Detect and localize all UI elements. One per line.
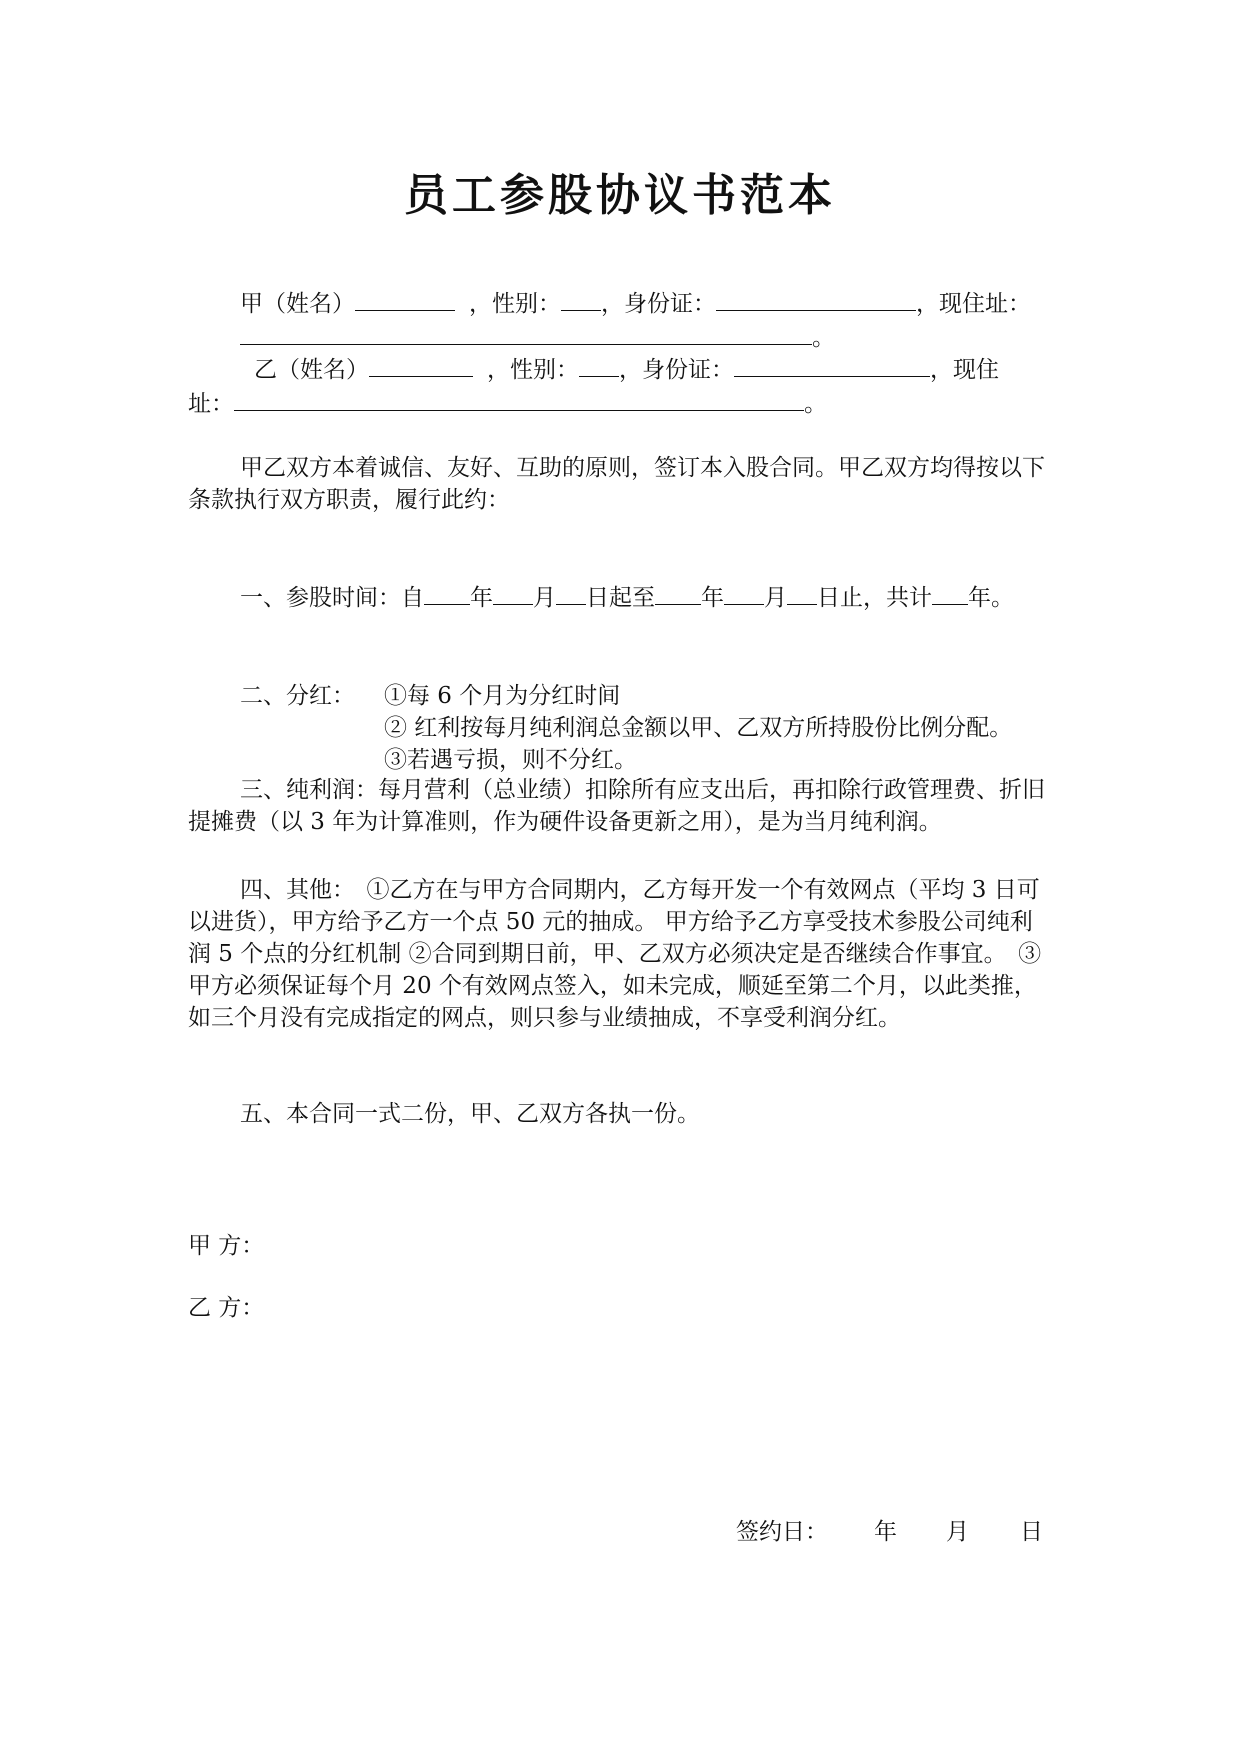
clause-5-copies: 五、本合同一式二份，甲、乙双方各执一份。 [240, 1101, 700, 1127]
clause-2-item-2: ② 红利按每月纯利润总金额以甲、乙双方所持股份比例分配。 [384, 715, 1013, 741]
sign-date-label: 签约日： [736, 1519, 828, 1545]
party-a-id-label: ，身份证： [601, 291, 716, 317]
end-year-label: 年 [701, 585, 724, 611]
sign-date-month: 月 [946, 1519, 969, 1545]
party-b-signature-label: 乙 方： [188, 1295, 265, 1321]
total-years-blank [932, 582, 968, 605]
party-a-name-blank [355, 288, 455, 311]
start-day-label: 日起至 [586, 585, 655, 611]
party-b-address-label-1: ，现住 [930, 357, 999, 383]
clause-3-net-profit: 三、纯利润：每月营利（总业绩）扣除所有应支出后，再扣除行政管理费、折旧提摊费（以 3 年为计算准则，作为硬件设备更新之用），是为当月纯利润。 [188, 777, 1045, 835]
party-b-name-blank [369, 354, 473, 377]
clause-2-item-3: ③若遇亏损，则不分红。 [384, 747, 637, 773]
end-day-blank [787, 582, 817, 605]
party-b-address-label-2: 址： [188, 391, 234, 417]
party-a-gender-label: ，性别： [469, 291, 561, 317]
party-b-name-label: 乙（姓名） [254, 357, 369, 383]
sign-date-year: 年 [874, 1519, 897, 1545]
clause-1-participation-period [240, 582, 1014, 614]
party-b-address-blank [234, 388, 804, 411]
party-b-id-blank [734, 354, 930, 377]
party-a-address-line [240, 322, 835, 354]
clause-2-item-1: ①每 6 个月为分红时间 [384, 683, 621, 709]
clause-4-other: 四、其他： ①乙方在与甲方合同期内，乙方每开发一个有效网点（平均 3 日可以进货），甲方给予乙方一个点 50 元的抽成。 甲方给予乙方享受技术参股公司纯利润 5 个点的分红机制 ②合同到期日前，甲、乙双方必须决定是否继续合作事宜。 ③甲方必须保证每个月 20 个有效网点签入，如未完成，顺延至第二个月，以此类推，如三个月没有完成指定的网点，则只参与业绩抽成，不享受利润分红。 [188, 877, 1042, 1031]
document-title: 员工参股协议书范本 [404, 170, 836, 221]
clause-2-lead: 二、分红： [240, 683, 355, 709]
start-year-label: 年 [470, 585, 493, 611]
party-a-address-end: 。 [812, 325, 835, 351]
start-month-label: 月 [533, 585, 556, 611]
clause-1-end: 年。 [968, 585, 1014, 611]
party-b-address-end: 。 [804, 391, 827, 417]
party-a-id-blank [716, 288, 916, 311]
party-b-address-line [188, 388, 827, 420]
clause-1-lead: 一、参股时间：自 [240, 585, 424, 611]
party-a-address-label: ，现住址： [916, 291, 1031, 317]
end-month-label: 月 [764, 585, 787, 611]
party-a-line [240, 288, 1031, 320]
party-a-address-blank [240, 322, 812, 345]
intro-paragraph: 甲乙双方本着诚信、友好、互助的原则，签订本入股合同。甲乙双方均得按以下条款执行双方职责，履行此约： [188, 455, 1045, 513]
end-month-blank [724, 582, 764, 605]
sign-date-day: 日 [1020, 1519, 1043, 1545]
start-year-blank [424, 582, 470, 605]
party-a-name-label: 甲（姓名） [240, 291, 355, 317]
party-b-line [254, 354, 999, 386]
party-b-gender-label: ，性别： [487, 357, 579, 383]
party-a-signature-label: 甲 方： [188, 1233, 265, 1259]
start-month-blank [493, 582, 533, 605]
start-day-blank [556, 582, 586, 605]
party-b-gender-blank [579, 354, 619, 377]
party-a-gender-blank [561, 288, 601, 311]
party-b-id-label: ，身份证： [619, 357, 734, 383]
end-day-label: 日止，共计 [817, 585, 932, 611]
end-year-blank [655, 582, 701, 605]
